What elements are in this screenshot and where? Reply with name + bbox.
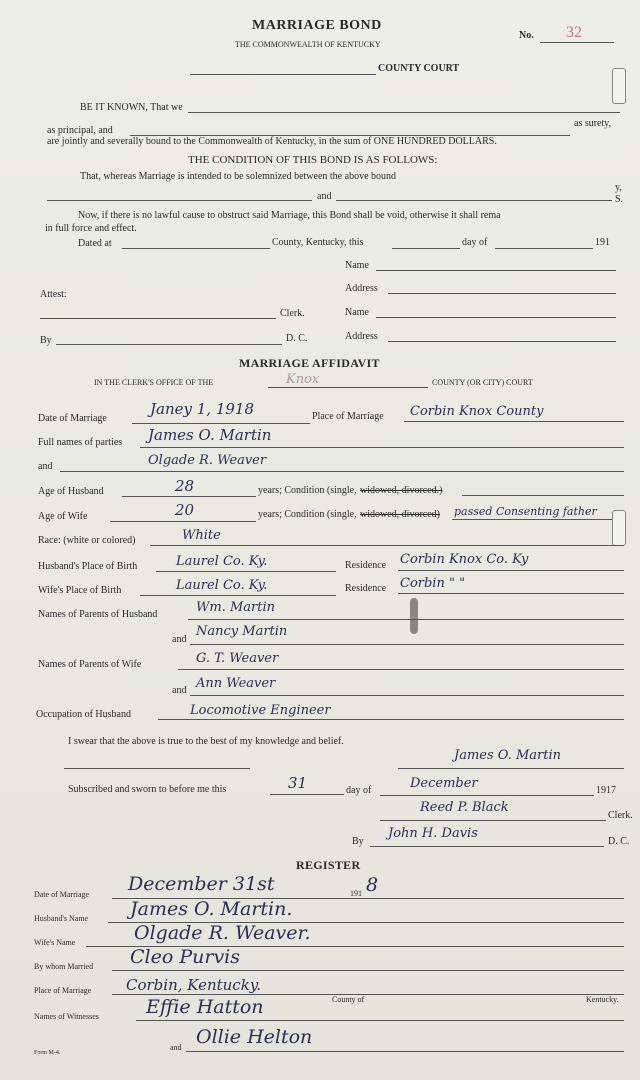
paper-tab [612,68,626,104]
reg-wife-label: Wife's Name [34,938,76,947]
affidavit-title: MARRIAGE AFFIDAVIT [239,356,380,370]
surety-label: as surety, [574,118,612,129]
place-of-marriage-label: Place of Marriage [312,411,384,422]
force-text: in full force and effect. [45,223,137,234]
reg-county-of: County of [332,995,365,1004]
subscribed-text: Subscribed and sworn to before me this [68,784,227,795]
bond-subtitle: THE COMMONWEALTH OF KENTUCKY [235,40,381,49]
age-husband: 28 [175,477,195,495]
w-birth-label: Wife's Place of Birth [38,585,122,596]
reg-married-by-label: By whom Married [34,962,94,971]
by-label: By [40,335,52,346]
name-label-1: Name [345,260,369,271]
w-birth-value: Laurel Co. Ky. [176,578,268,593]
reg-place-label: Place of Marriage [34,986,92,995]
parent-h2: Nancy Martin [196,624,288,639]
reg-date-year: 191 [350,889,362,898]
race-value: White [182,528,221,543]
clerk-signature: Reed P. Black [420,800,509,815]
dated-at: Dated at [78,238,112,249]
clerk-office: IN THE CLERK'S OFFICE OF THE [94,378,214,387]
date-of-marriage-label: Date of Marriage [38,413,107,424]
form-number: Form M-4. [34,1050,61,1056]
name-label-2: Name [345,307,369,318]
clerk-label: Clerk. [280,308,305,319]
h-birth-value: Laurel Co. Ky. [176,554,268,569]
register-title: REGISTER [296,858,361,872]
sworn-day: 31 [288,774,308,792]
day-of: day of [462,237,488,248]
edge-s: S. [615,194,624,205]
address-label-2: Address [345,331,378,342]
dc-signature: John H. Davis [388,826,478,841]
reg-date-value: December 31st [128,873,275,895]
occupation-label: Occupation of Husband [36,709,131,720]
parents-h-label: Names of Parents of Husband [38,609,158,620]
whereas-text: That, whereas Marriage is intended to be solemnized between the above bound [80,171,397,182]
wife-condition-note: passed Consenting father [454,505,597,518]
address-label-1: Address [345,283,378,294]
bond-no-label: No. [519,30,534,41]
reg-witness2: Ollie Helton [196,1026,313,1048]
reg-husband-value: James O. Martin. [130,898,293,920]
now-text: Now, if there is no lawful cause to obstruct said Marriage, this Bond shall be void, otherwise it shall rema [78,210,501,221]
paper-tab-2 [612,510,626,546]
h-residence-value: Corbin Knox Co. Ky [400,552,529,567]
h-residence-label: Residence [345,560,387,571]
reg-witness1: Effie Hatton [146,996,264,1018]
affidavit-clerk-label: Clerk. [608,810,633,821]
strike-w: widowed, divorced) [360,509,440,520]
h-birth-label: Husband's Place of Birth [38,561,138,572]
ink-smudge [410,598,418,634]
years-condition-h: years; Condition (single, [258,485,357,496]
sworn-month: December [410,776,478,791]
reg-date-label: Date of Marriage [34,890,90,899]
parents-h-and: and [172,634,187,645]
parties-and: and [38,461,53,472]
reg-wife-value: Olgade R. Weaver. [134,922,311,944]
parents-w-and: and [172,685,187,696]
bond-county-court: COUNTY COURT [378,63,460,74]
reg-married-by-value: Cleo Purvis [130,946,241,968]
edge-y: y, [615,182,622,193]
sworn-day-of: day of [346,785,372,796]
bound-text: are jointly and severally bound to the Commonwealth of Kentucky, in the sum of ONE HUNDRED DOLLARS. [47,136,497,147]
affidavit-by-label: By [352,836,364,847]
affidavit-county-court: COUNTY (OR CITY) COURT [432,378,533,387]
place-of-marriage-value: Corbin Knox County [410,404,544,419]
parent-h1: Wm. Martin [196,600,275,615]
party1: James O. Martin [148,426,272,444]
occupation-value: Locomotive Engineer [190,703,331,718]
year-prefix: 191 [595,237,610,248]
condition-heading: THE CONDITION OF THIS BOND IS AS FOLLOWS: [188,154,438,166]
age-husband-label: Age of Husband [38,486,104,497]
affidavit-dc-label: D. C. [608,836,630,847]
race-label: Race: (white or colored) [38,535,136,546]
bond-title: MARRIAGE BOND [252,18,382,33]
swear-text: I swear that the above is true to the best of my knowledge and belief. [68,736,344,747]
be-it-known: BE IT KNOWN, That we [80,102,183,113]
reg-husband-label: Husband's Name [34,914,89,923]
party2: Olgade R. Weaver [148,453,267,468]
bond-number: 32 [566,24,582,41]
date-of-marriage-value: Janey 1, 1918 [150,400,254,418]
reg-kentucky: Kentucky. [586,995,619,1004]
w-residence-value: Corbin " " [400,576,466,591]
parent-w1: G. T. Weaver [196,651,279,666]
applicant-signature: James O. Martin [454,748,561,763]
reg-witnesses-label: Names of Witnesses [34,1012,99,1021]
parent-w2: Ann Weaver [196,676,276,691]
county-ky-this: County, Kentucky, this [272,237,364,248]
w-residence-label: Residence [345,583,387,594]
reg-date-year-digit: 8 [366,874,379,896]
reg-witness-and: and [170,1043,182,1052]
bond-and: and [317,191,332,202]
affidavit-county: Knox [286,372,320,387]
principal-label: as principal, and [47,125,113,136]
strike-h: widowed, divorced.) [360,485,443,496]
parents-w-label: Names of Parents of Wife [38,659,142,670]
age-wife-label: Age of Wife [38,511,88,522]
sworn-year: 1917 [596,785,616,796]
years-condition-w: years; Condition (single, [258,509,357,520]
dc-label: D. C. [286,333,308,344]
attest-label: Attest: [40,289,67,300]
reg-place-value: Corbin, Kentucky. [126,976,262,994]
parties-label: Full names of parties [38,437,123,448]
age-wife: 20 [175,501,195,519]
